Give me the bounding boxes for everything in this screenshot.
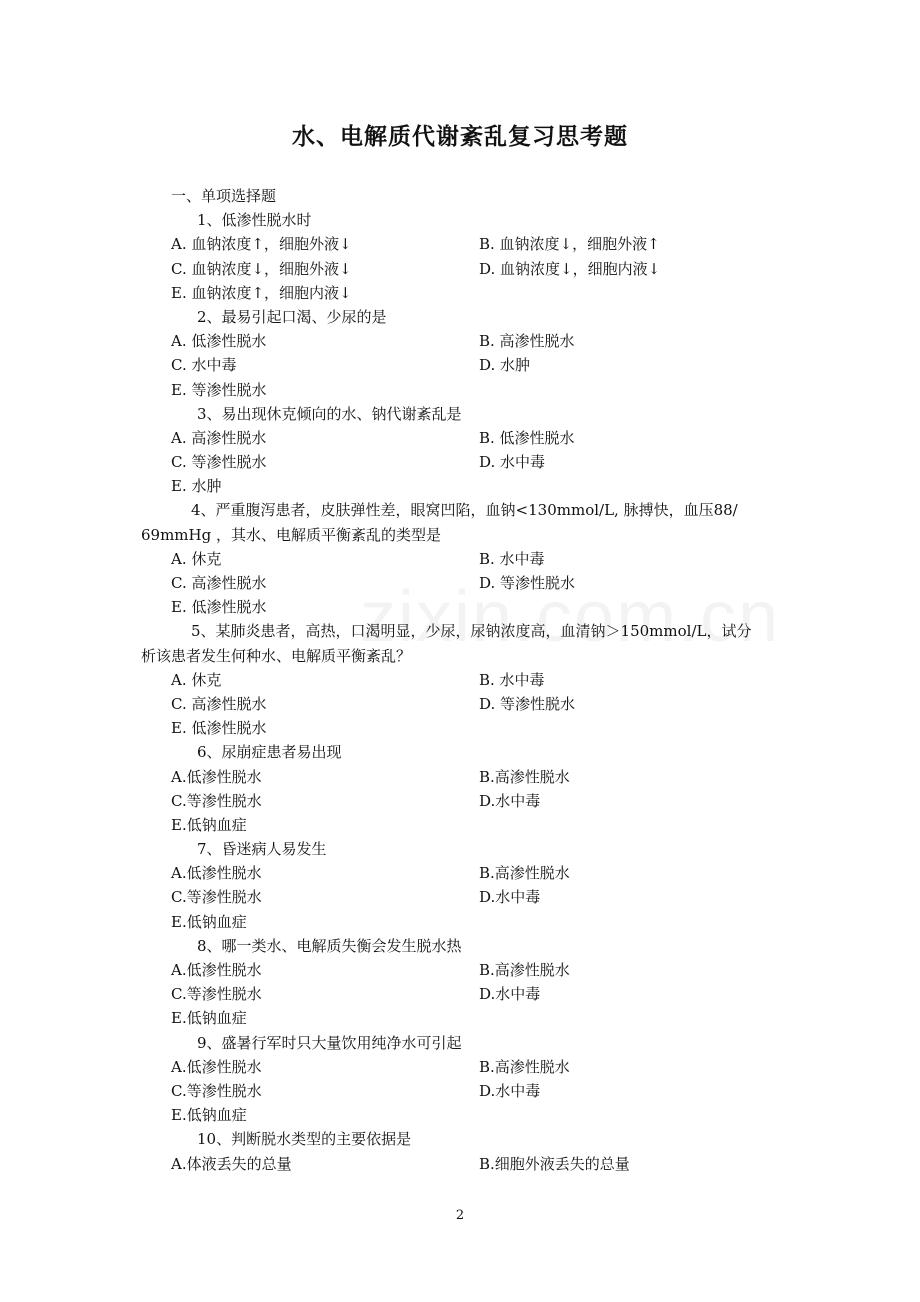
option-row (171, 716, 811, 740)
answer-option: E.低钠血症 (171, 815, 247, 834)
option-row (171, 426, 811, 450)
answer-option: E.低钠血症 (171, 1106, 247, 1125)
question-stem: 4、严重腹泻患者，皮肤弹性差，眼窝凹陷，血钠<130mmol/L, 脉搏快，血压88/ (191, 501, 738, 520)
answer-option: C. 高渗性脱水 (171, 574, 267, 592)
answer-option: E. 等渗性脱水 (171, 380, 267, 399)
page-number: 2 (455, 1208, 465, 1223)
answer-option: B.细胞外液丢失的总量 (479, 1154, 630, 1173)
answer-option: B. 高渗性脱水 (479, 332, 575, 351)
question-stem-continued: 69mmHg ，其水、电解质平衡紊乱的类型是 (141, 525, 441, 544)
question-list (141, 184, 811, 1176)
question-stem-continued: 析该患者发生何种水、电解质平衡紊乱？ (141, 646, 412, 665)
option-row (171, 668, 811, 692)
answer-option: B. 血钠浓度↓，细胞外液↑ (479, 235, 660, 254)
answer-option: B.高渗性脱水 (479, 864, 570, 883)
answer-option: A.体液丢失的总量 (171, 1154, 292, 1173)
answer-option: A. 低渗性脱水 (171, 332, 267, 351)
answer-option: D. 等渗性脱水 (479, 574, 576, 592)
option-row (171, 813, 811, 837)
answer-option: A.低渗性脱水 (171, 864, 262, 883)
answer-option: A. 高渗性脱水 (171, 428, 267, 447)
answer-option: C. 高渗性脱水 (171, 694, 267, 713)
answer-option: E. 低渗性脱水 (171, 598, 267, 617)
answer-option: B.高渗性脱水 (479, 1057, 570, 1076)
question-stem: 6、尿崩症患者易出现 (197, 743, 342, 762)
answer-option: C. 血钠浓度↓，细胞外液↓ (171, 259, 352, 278)
option-row (171, 257, 811, 281)
answer-option: C.等渗性脱水 (171, 985, 262, 1004)
section-heading: 一、单项选择题 (171, 187, 277, 205)
document-title: 水、电解质代谢紊乱复习思考题 (292, 123, 628, 150)
answer-option: E. 低渗性脱水 (171, 719, 267, 738)
option-row (171, 765, 811, 789)
answer-option: D. 水中毒 (479, 453, 546, 472)
option-row (171, 595, 811, 619)
answer-option: A.低渗性脱水 (171, 961, 262, 979)
option-row (171, 378, 811, 402)
option-row (171, 353, 811, 377)
option-row (171, 692, 811, 716)
answer-option: B. 水中毒 (479, 670, 545, 689)
option-row (171, 329, 811, 353)
answer-option: A. 休克 (171, 549, 222, 568)
option-row (171, 910, 811, 934)
question-stem: 10、判断脱水类型的主要依据是 (197, 1130, 412, 1149)
question-stem: 5、某肺炎患者，高热，口渴明显，少尿，尿钠浓度高，血清钠＞150mmol/L，试分 (191, 622, 752, 641)
answer-option: A.低渗性脱水 (171, 1057, 262, 1076)
answer-option: D. 等渗性脱水 (479, 694, 576, 713)
option-row (171, 571, 811, 595)
answer-option: A. 血钠浓度↑，细胞外液↓ (171, 235, 352, 254)
answer-option: C. 水中毒 (171, 356, 237, 375)
option-row (171, 1103, 811, 1127)
answer-option: C.等渗性脱水 (171, 791, 262, 810)
question-stem: 7、昏迷病人易发生 (197, 840, 327, 859)
answer-option: E.低钠血症 (171, 1009, 247, 1028)
question-stem: 8、哪一类水、电解质失衡会发生脱水热 (197, 936, 462, 955)
option-row (171, 982, 811, 1006)
option-row (171, 281, 811, 305)
question-stem: 3、易出现休克倾向的水、钠代谢紊乱是 (197, 404, 462, 423)
answer-option: D. 水肿 (479, 356, 531, 375)
option-row (171, 474, 811, 498)
option-row (171, 789, 811, 813)
answer-option: B. 低渗性脱水 (479, 428, 575, 447)
answer-option: D.水中毒 (479, 1081, 541, 1100)
option-row (171, 1006, 811, 1030)
answer-option: D. 血钠浓度↓，细胞内液↓ (479, 259, 661, 278)
option-row (171, 232, 811, 256)
answer-option: D.水中毒 (479, 985, 541, 1004)
question-stem: 1、低渗性脱水时 (197, 211, 312, 230)
answer-option: C. 等渗性脱水 (171, 453, 267, 472)
option-row (171, 958, 811, 982)
answer-option: E. 血钠浓度↑，细胞内液↓ (171, 283, 352, 302)
option-row (171, 450, 811, 474)
answer-option: B. 水中毒 (479, 549, 545, 568)
answer-option: D.水中毒 (479, 888, 541, 907)
answer-option: C.等渗性脱水 (171, 1081, 262, 1100)
answer-option: B.高渗性脱水 (479, 767, 570, 786)
option-row (171, 861, 811, 885)
answer-option: A. 休克 (171, 670, 222, 689)
option-row (171, 885, 811, 909)
option-row (171, 1055, 811, 1079)
answer-option: E. 水肿 (171, 477, 222, 496)
answer-option: D.水中毒 (479, 791, 541, 810)
answer-option: C.等渗性脱水 (171, 888, 262, 907)
option-row (171, 547, 811, 571)
answer-option: E.低钠血症 (171, 912, 247, 931)
answer-option: A.低渗性脱水 (171, 767, 262, 786)
option-row (171, 1152, 811, 1176)
option-row (171, 1079, 811, 1103)
question-stem: 2、最易引起口渴、少尿的是 (197, 307, 387, 326)
question-stem: 9、盛暑行军时只大量饮用纯净水可引起 (197, 1033, 462, 1052)
answer-option: B.高渗性脱水 (479, 961, 570, 979)
